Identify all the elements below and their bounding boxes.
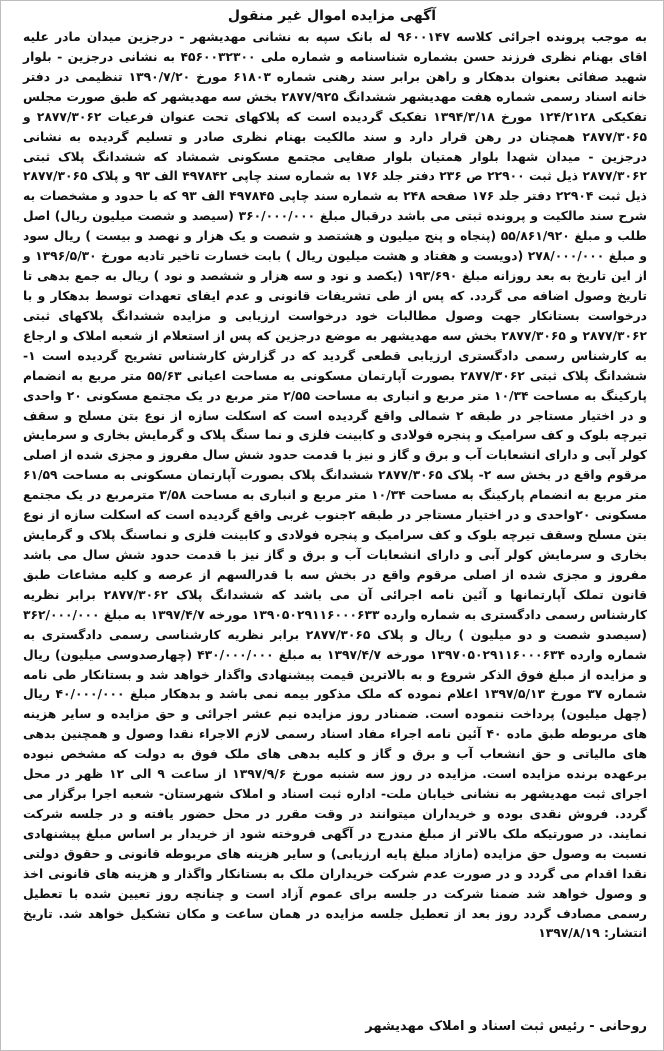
notice-paragraph: به موجب پرونده اجرائی کلاسه ۹۶۰۰۱۴۷ له بانک سپه به نشانی مهدیشهر - درجزین میدان مادر علیه اقای بهنام نظری فرزند حسن بشماره شناسنامه و شماره ملی ۴۵۶۰۰۳۲۳۰۰ به نشانی درجزین - بلوار شهید صفائی بعنوان بدهکار و راهن برابر سند رهنی شماره ۶۱۸۰۳ مورخ ۱۳۹۰/۷/۲۰ تنظیمی در دفتر خانه اسناد رسمی شماره هفت مهدیشهر ششدانگ ۲۸۷۷/۹۲۵ بخش سه مهدیشهر که طبق صورت مجلس تفکیکی ۱۲۴/۲۱۲۸ مورخ ۱۳۹۴/۳/۱۸ تفکیک گردیده است که پلاکهای تحت عنوان فرعیات ۲۸۷۷/۳۰۶۲ و ۲۸۷۷/۳۰۶۵ همچنان در رهن قرار دارد و سند مالکیت بهنام نظری صادر و تسلیم گردیده به نشانی درجزین - میدان شهدا بلوار همتیان بلوار صفایی مجتمع مسکونی شمشاد که ششدانگ پلاک ثبتی ۲۸۷۷/۳۰۶۲ ذیل ثبت ۲۲۹۰۰ ص ۲۳۶ دفتر جلد ۱۷۶ به شماره سند چاپی ۴۹۷۸۴۲ الف ۹۳ و پلاک ۲۸۷۷/۳۰۶۵ ذیل ثبت ۲۲۹۰۴ دفتر جلد ۱۷۶ صفحه ۲۴۸ به شماره سند چاپی ۴۹۷۸۴۵ الف ۹۳ که با حدود و مشخصات به شرح سند مالکیت و پرونده ثبتی می باشد درقبال مبلغ ۳۶۰/۰۰۰/۰۰۰ (سیصد و شصت میلیون ریال) اصل طلب و مبلغ ۵۵/۸۶۱/۹۲۰ (پنجاه و پنج میلیون و هشتصد و شصت و یک هزار و نهصد و بیست ) ریال سود و مبلغ ۲۷۸/۰۰۰/۰۰۰ (دویست و هفتاد و هشت میلیون ریال ) بابت خسارت تاخیر تادیه مورخ ۱۳۹۶/۵/۳۰ و از این تاریخ به بعد روزانه مبلغ ۱۹۳/۶۹۰ (یکصد و نود و سه هزار و ششصد و نود ) ریال به جمع بدهی تا تاریخ وصول اضافه می گردد. که پس از طی تشریفات قانونی و عدم ایفای تعهدات توسط بدهکار و با درخواست بستانکار جهت وصول مطالبات خود درخواست ارزیابی و مزایده ششدانگ پلاکهای ثبتی ۲۸۷۷/۳۰۶۲ و ۲۸۷۷/۳۰۶۵ بخش سه مهدیشهر به موضع درجزین که پس از استعلام از شعبه املاک و ارجاع به کارشناس رسمی دادگستری ارزیابی قطعی گردید که در گزارش کارشناس تشریح گردیده است ۱- ششدانگ پلاک ثبتی ۲۸۷۷/۳۰۶۲ بصورت آپارتمان مسکونی به مساحت اعیانی ۵۵/۶۳ متر مربع به انضمام پارکینگ به مساحت ۱۰/۳۴ متر مربع و انباری به مساحت ۲/۵۵ متر مربع در یک مجتمع مسکونی ۲۰ واحدی و در اختیار مستاجر در طبقه ۲ شمالی واقع گردیده است که اسکلت سازه از نوع بتن مسلح و سقف تیرچه بلوک و کف سرامیک و پنجره فولادی و کابینت فلزی و نما سنگ پلاک و گرمایش بخاری و سرمایش کولر آبی و دارای انشعابات آب و برق و گاز و نیز با قدمت حدود شش سال مفروز و مجزی شده از اصلی مرقوم واقع در بخش سه ۲- پلاک ۲۸۷۷/۳۰۶۵ ششدانگ پلاک بصورت آپارتمان مسکونی به مساحت ۶۱/۵۹ متر مربع به انضمام پارکینگ به مساحت ۱۰/۳۴ متر مربع و انباری به مساحت ۳/۵۸ مترمربع در یک مجتمع مسکونی ۲۰واحدی و در اختیار مستاجر در طبقه ۲جنوب غربی واقع گردیده است که اسکلت سازه از نوع بتن مسلح وسقف تیرچه بلوک و کف سرامیک و پنجره فولادی و کابینت فلزی و نماسنگ پلاک و گرمایش بخاری و سرمایش کولر آبی و دارای انشعابات آب و برق و گاز نیز با قدمت حدود شش سال می باشد مفروز و مجزی شده از اصلی مرقوم واقع در بخش سه با قدرالسهم از عرصه و کلیه مشاعات طبق قانون تملک آپارتمانها و آئین نامه اجرائی آن می باشد که ششدانگ پلاک ۲۸۷۷/۳۰۶۲ برابر نظریه کارشناس رسمی دادگستری به شماره وارده ۱۳۹۰۵۰۲۹۱۱۶۰۰۰۶۳۳ مورخه ۱۳۹۷/۴/۷ به مبلغ ۳۶۲/۰۰۰/۰۰۰ (سیصدو شصت و دو میلیون ) ریال و پلاک ۲۸۷۷/۳۰۶۵ برابر نظریه کارشناسی رسمی دادگستری به شماره وارده ۱۳۹۷۰۵۰۲۹۱۱۶۰۰۰۶۳۴ مورخه ۱۳۹۷/۴/۷ به مبلغ ۴۳۰/۰۰۰/۰۰۰ (چهارصدوسی میلیون) ریال و مزایده از مبلغ فوق الذکر شروع و به بالاترین قیمت پیشنهادی واگذار خواهد شد و بستانکار طی نامه شماره ۳۷ مورخ ۱۳۹۷/۵/۱۳ اعلام نموده که ملک مذکور بیمه نمی باشد و بدهکار مبلغ ۴۰/۰۰۰/۰۰۰ ریال (چهل میلیون) پرداخت ننموده است. ضمنادر روز مزایده نیم عشر اجرائی و حق مزایده و سایر هزینه های مربوطه طبق ماده ۴۰ آئین نامه اجراء مفاد اسناد رسمی لازم الاجراء نقدا وصول و همچنین بدهی های مالیاتی و حق انشعاب آب و برق و گاز و کلیه بدهی های ملک فوق به دولت که مشخص نبوده برعهده برنده مزایده است. مزایده در روز سه شنبه مورخ ۱۳۹۷/۹/۶ از ساعت ۹ الی ۱۲ ظهر در محل اجرای ثبت مهدیشهر به نشانی خیابان ملت- اداره ثبت اسناد و املاک شهرستان- شعبه اجرا برگزار می گردد. فروش نقدی بوده و خریداران میتوانند در وقت مقرر در محل حضور یافته و در جلسه شرکت نمایند. در صورتیکه ملک بالاتر از مبلغ مندرج در آگهی فروخته شود از خریدار بر اساس مبلغ پیشنهادی نسبت به وصول حق مزایده (مازاد مبلغ پایه ارزیابی) و سایر هزینه های مربوطه قانونی و حقوق دولتی نقدا اقدام می گردد و در صورت عدم شرکت خریداران ملک به بستانکار واگذار و هزینه های قانونی اخذ و وصول خواهد شد ضمنا شرکت در جلسه برای عموم آزاد است و چنانچه روز تعیین شده با تعطیل رسمی مصادف گردد روز بعد از تعطیل جلسه مزایده در همان ساعت و مکان تشکیل خواهد شد. تاریخ انتشار: ۱۳۹۷/۸/۱۹ xyxy=(23,30,648,941)
notice-body xyxy=(23,28,647,944)
signature-line: روحانی - رئیس ثبت اسناد و املاک مهدیشهر xyxy=(365,1019,647,1034)
notice-title: آگهی مزایده اموال غیر منقول xyxy=(227,8,437,24)
